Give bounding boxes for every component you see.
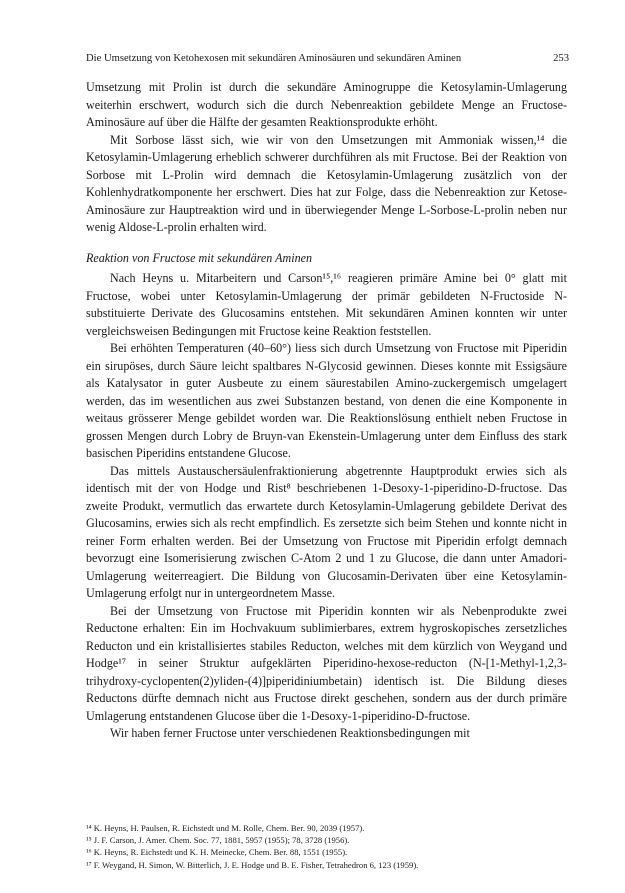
footnote: ¹⁴ K. Heyns, H. Paulsen, R. Eichstedt und M. Rolle, Chem. Ber. 90, 2039 (1957). — [86, 823, 365, 833]
paragraph: Das mittels Austauschersäulenfraktionierung abgetrennte Hauptprodukt erwies sich als identisch mit der von Hodge und Rist⁸ beschriebenen 1-Desoxy-1-piperidino-D-fructose. Das zweite Produkt, vermutlich das erwartete durch Ketosylamin-Umlagerung gebildete Derivat des Glucosamins, erwies sich als recht empfindlich. Es zersetzte sich beim Stehen und konnte nicht in reiner Form erhalten werden. Bei der Umsetzung von Fructose mit Piperidin erfolgt demnach bevorzugt eine Isomerisierung zwischen C-Atom 2 und 1 zu Glucose, die dann unter Amadori-Umlagerung weiterreagiert. Die Bildung von Glucosamin-Derivaten über eine Ketosylamin-Umlagerung erfolgt nur in untergeordnetem Masse. — [86, 463, 567, 600]
paragraph: Mit Sorbose lässt sich, wie wir von den Umsetzungen mit Ammoniak wissen,¹⁴ die Ketosylamin-Umlagerung erheblich schwerer durchführen als mit Fructose. Bei der Reaktion von Sorbose mit L-Prolin wird demnach die Ketosylamin-Umlagerung zusätzlich von der Kohlenhydratkomponente her erschwert. Dies hat zur Folge, dass die Nebenreaktion zur Ketose-Aminosäure zur Hauptreaktion wird und in überwiegender Menge L-Sorbose-L-prolin neben nur wenig Aldose-L-prolin erhalten wird. — [86, 132, 567, 234]
running-header — [86, 53, 569, 64]
paragraph: Nach Heyns u. Mitarbeitern und Carson¹⁵,¹⁶ reagieren primäre Amine bei 0° glatt mit Fructose, wobei unter Ketosylamin-Umlagerung der primär gebildeten N-Fructoside N-substituierte Derivate des Glucosamins entstehen. Mit sekundären Aminen konnten wir unter vergleichsweisen Bedingungen mit Fructose keine Reaktion feststellen. — [86, 271, 567, 338]
footnote: ¹⁶ K. Heyns, R. Eichstedt und K. H. Meinecke, Chem. Ber. 88, 1551 (1955). — [86, 847, 348, 858]
main-text — [86, 79, 567, 743]
paragraph: Bei der Umsetzung von Fructose mit Piperidin konnten wir als Nebenprodukte zwei Reductone erhalten: Ein im Hochvakuum sublimierbares, extrem hygroskopisches zersetzliches Reducton und ein kristallisiertes stabiles Reducton, welches mit dem kürzlich von Weygand und Hodge¹⁷ in seiner Struktur aufgeklärten Piperidino-hexose-reducton (N-[1-Methyl-1,2,3-trihydroxy-cyclopenten(2)yliden-(4)]piperidiniumbetain) identisch ist. Die Bildung dieses Reductons dürfte demnach nicht aus Fructose direkt geschehen, sondern aus der durch primäre Umlagerung entstandenen Glucose über die 1-Desoxy-1-piperidino-D-fructose. — [86, 603, 567, 723]
footnote: ¹⁵ J. F. Carson, J. Amer. Chem. Soc. 77, 1881, 5957 (1955); 78, 3728 (1956). — [86, 835, 350, 846]
page-number: 253 — [553, 53, 569, 64]
header-title: Die Umsetzung von Ketohexosen mit sekundären Aminosäuren und sekundären Aminen — [86, 53, 462, 64]
paragraph: Wir haben ferner Fructose unter verschiedenen Reaktionsbedingungen mit — [110, 726, 470, 740]
paragraph: Umsetzung mit Prolin ist durch die sekundäre Aminogruppe die Ketosylamin-Umlagerung weiterhin erschwert, wodurch sich die durch Nebenreaktion gebildete Menge an Fructose-Aminosäure auf über die Hälfte der gesamten Reaktionsprodukte erhöht. — [86, 80, 567, 129]
paragraph: Bei erhöhten Temperaturen (40–60°) liess sich durch Umsetzung von Fructose mit Piperidin ein sirupöses, durch Säure leicht spaltbares N-Glycosid gewinnen. Dieses konnte mit Essigsäure als Katalysator in guter Ausbeute zu einem säurestabilen Amino-zuckergemisch umgelagert werden, das im wesentlichen aus zwei Substanzen bestand, von denen die eine Komponente in weitaus grösserer Menge gebildet worden war. Die Reaktionslösung enthielt neben Fructose in grossen Mengen durch Lobry de Bruyn-van Ekenstein-Umlagerung unter dem Einfluss des stark basischen Piperidins entstandene Glucose. — [86, 341, 567, 460]
footnote: ¹⁷ F. Weygand, H. Simon, W. Bitterlich, J. E. Hodge und B. E. Fisher, Tetrahedron 6, 123 (1959). — [86, 859, 419, 870]
section-heading: Reaktion von Fructose mit sekundären Aminen — [86, 250, 313, 265]
footnotes — [86, 822, 567, 871]
